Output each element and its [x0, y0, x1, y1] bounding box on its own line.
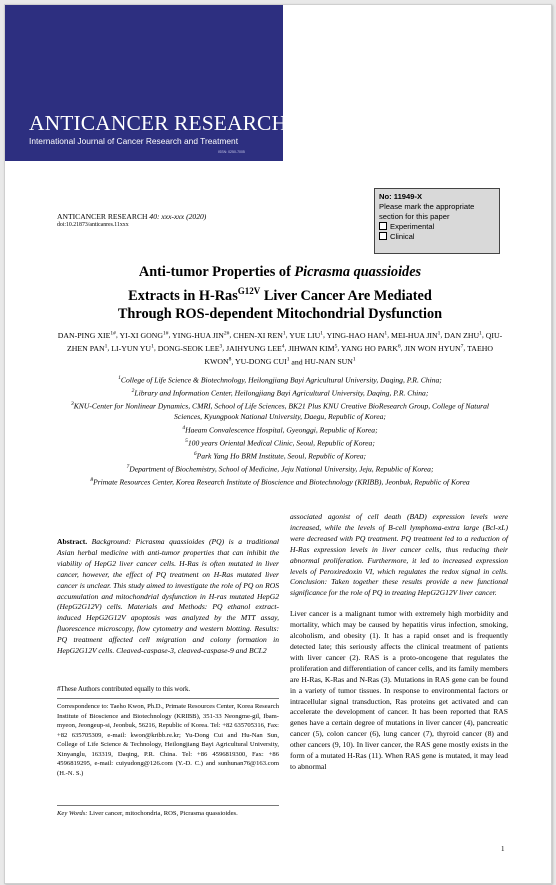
affiliation: [57, 399, 503, 423]
affiliation: [57, 449, 503, 462]
citation-journal: ANTICANCER RESEARCH: [57, 212, 148, 221]
author-name: DAN ZHU: [444, 330, 480, 340]
journal-banner: [5, 5, 288, 161]
right-column: [290, 512, 508, 773]
author: [341, 344, 401, 353]
keywords-label: Key Words:: [57, 810, 88, 817]
checkbox-experimental[interactable]: [379, 222, 387, 230]
keywords: [57, 810, 279, 817]
citation-volume: 40: xxx-xxx (2020): [147, 212, 207, 221]
title-species: Picrasma quassioides: [294, 264, 422, 280]
author-list: DAN-PING $XIE^{1\#}$, YI-XI $GONG^{1\#}$, YING-HUA $JIN^{2\#}$, CHEN-XI REN$^1$, YUE LIU$^1$, YING-HAO HAN$^1$, MEI-HUA JIN$^1$, DAN ZHU$^1$, QIU-ZHEN PAN$^1$, LI-YUN $YU^1$, DONG-SEOK LEE$^3$, JAIHYUNG LEE$^4$, JIHWAN KIM$^5$, YANG HO PARK$^6$, JIN WON HYUN$^7$, TAEHO KWON$^8$, YU-DONG CUI$^1$ and HU-NAN SUN$^1$: [57, 330, 503, 367]
affiliation-sup: 8: [90, 477, 94, 484]
journal-issn: ISSN: 0250-7005: [218, 150, 245, 154]
author-affiliation-sup: 1: [282, 330, 286, 336]
author-affiliation-sup: 1: [286, 356, 290, 363]
abstract-right-text: associated agonist of cell death (BAD) expression levels were increased, while the levels of B-cell lymphoma-extra large (Bcl-xL) were decreased with PQ treatment. PQ treatment led to a reduction of H-Ras expression levels in liver cancer cells, thus reducing their abnormal proliferation. Furthermore, it led to increased expression levels of Peroxiredoxin VI, which regulates the redox signal in cells. Conclusion: Taken together these results provide a new functional significance for the role of PQ in treating HepG2G12V liver cancer.: [290, 512, 508, 598]
author-name: CHEN-XI REN: [233, 330, 283, 340]
author: [226, 344, 284, 353]
author: [58, 331, 116, 340]
affiliation-text: Park Yang Ho BRM Institute, Seoul, Republic of Korea;: [196, 451, 367, 461]
abstract-left-text: Background: Picrasma quassioides (PQ) is a traditional Asian herbal medicine with anti-tumor properties that can inhibit the viability of HepG2 liver cancer cells. H-Ras is often mutated in liver cancer, however, the effect of PQ treatment on H-Ras mutated liver cancer is unclear. This study aimed to investigate the role of PQ on ROS accumulation and mitochondrial dysfunction in H-ras mutated HepG2 (HepG2G12V) cells. Materials and Methods: PQ ethanol extract-induced HepG2G12V apoptosis was analyzed by the MTT assay, fluorescence microscopy, flow cytometry and western blotting. Results: PQ treatment affected cell migration and colony formation in HepG2G12V cells. Cleaved-caspase-3, cleaved-caspase-9 and BCL2: [57, 537, 279, 656]
affiliation-sup: 6: [193, 451, 197, 458]
author-affiliation-sup: 1: [352, 356, 356, 363]
author: [327, 331, 388, 340]
author: [172, 331, 229, 340]
journal-subtitle: International Journal of Cancer Research and Treatment: [29, 136, 239, 146]
author-name: LI-YUN YU: [111, 343, 152, 353]
author: [289, 331, 323, 340]
affiliation: [57, 462, 503, 475]
affiliation: [57, 386, 503, 399]
affiliation-text: 100 years Oriental Medical Clinic, Seoul, Republic of Korea;: [187, 438, 375, 448]
author-affiliation-sup: 4: [281, 343, 285, 350]
option-clinical[interactable]: [379, 232, 495, 242]
author-name: TAEHO KWON: [204, 343, 493, 367]
author-affiliation-sup: 1: [320, 330, 323, 336]
author-name: JIHWAN KIM: [288, 343, 335, 353]
author-name: YANG HO PARK: [340, 343, 398, 353]
author-name: MEI-HUA JIN: [391, 330, 438, 340]
title-line3: Through ROS-dependent Mitochondrial Dysfunction: [117, 305, 443, 322]
author-name: YING-HUA JIN: [172, 330, 224, 340]
author: [111, 344, 154, 353]
author-affiliation-sup: 6: [397, 343, 401, 350]
affiliation-sup: 2: [131, 388, 135, 395]
equal-contribution-note: #These Authors contributed equally to this work.: [57, 686, 191, 693]
manuscript-number: No: 11949-X: [379, 192, 423, 201]
author: [233, 331, 285, 340]
author: [305, 357, 356, 366]
affiliation-sup: 7: [126, 464, 130, 471]
note-instruction: Please mark the appropriate section for this paper: [379, 201, 475, 221]
affiliation: [57, 423, 503, 436]
author-affiliation-sup: 7: [460, 343, 464, 350]
checkbox-clinical[interactable]: [379, 232, 387, 240]
author: [444, 331, 482, 340]
affiliation-text: Haeam Convalescence Hospital, Gyeonggi, Republic of Korea;: [185, 425, 378, 435]
journal-name: ANTICANCER RESEARCH: [29, 111, 288, 135]
affiliation-text: Department of Biochemistry, School of Medicine, Jeju National University, Jeju, Republic of Korea;: [129, 464, 434, 474]
author-affiliation-sup: 1: [437, 330, 441, 336]
author: [235, 357, 290, 366]
abstract-heading: Abstract.: [57, 537, 88, 546]
paper-title: [57, 263, 503, 324]
author-name: YU-DONG CUI: [234, 357, 287, 367]
affiliation-sup: 4: [182, 424, 186, 431]
introduction-text: Liver cancer is a malignant tumor with extremely high morbidity and mortality, which may be caused by hepatitis virus infection, smoking, alcoholism, and obesity (1). It has a rapid onset and is frequently detected late; this seriously affects the clinical treatment of patients with liver cancer (2). RAS is a proto-oncogene that regulates the proliferation and differentiation of cancer cells, and its family members are H-Ras, K-Ras and N-Ras (3). Mutations in RAS gene can be found in a variety of tumor tissues. In response to environmental factors or intracellular signal transduction, Ras proteins get activated and can accelerate the development of cancer. It has been reported that RAS genes have a certain degree of mutations in liver cancer (4), pancreatic cancer (5), colon cancer (6), lung cancer (7), thyroid cancer (8) and other cancers (9, 10). In liver cancer, the RAS gene mostly exists in the form of a mutated H-Ras (11). When RAS gene is mutated, it may lead to abnormal: [290, 609, 508, 771]
affiliation-text: Primate Resources Center, Korea Research Institute of Bioscience and Biotechnology (KRIBB), Jeonbuk, Republic of Korea: [93, 478, 470, 487]
author-name: YING-HAO HAN: [326, 330, 385, 340]
option-clinical-label: Clinical: [390, 231, 415, 241]
page-number: 1: [501, 845, 505, 853]
author-affiliation-sup: 1: [479, 330, 482, 336]
affiliation-text: Library and Information Center, Heilongjiang Bayi Agricultural University, Daqing, P.R. China;: [134, 388, 429, 398]
author-name: DAN-PING XIE: [57, 330, 111, 340]
footnote-rule: [57, 698, 279, 699]
author-affiliation-sup: 5: [334, 343, 338, 350]
author-name: YI-XI GONG: [119, 330, 163, 340]
option-experimental-label: Experimental: [390, 221, 435, 231]
affiliation-list: [57, 373, 503, 489]
author-affiliation-sup: 1: [104, 343, 108, 350]
title-line2-pre: Extracts in H-Ras: [128, 287, 238, 304]
author: [158, 344, 222, 353]
title-line2-sup: G12V: [237, 285, 261, 296]
author-name: HU-NAN SUN: [304, 357, 353, 367]
author-name: DONG-SEOK LEE: [157, 343, 220, 353]
correspondence: Correspondence to: Taeho Kwon, Ph.D., Primate Resources Center, Korea Research Institute of Bioscience and Biotechnology (KRIBB), 351-33 Neongme-gil, Ibam-myeon, Jeongeup-si, Jeonbuk, 56216, Republic of Korea. Tel: +82 635705316, Fax: +82 635705309, e-mail: kwon@kribb.re.kr; Yu-Dong Cui and Hu-Nan Sun, College of Life Science & Technology, Heilongjiang Bayi Agricultural University, Xinyanglu, 163319, Daqing, P.R. China. Tel: +86 4596819300, Fax: +86 4596819295, e-mail: cuiyudong@126.com (Y.-D. C.) and sunhunan76@163.com (H.-N. S.): [57, 703, 279, 777]
author-affiliation-sup: 8: [228, 356, 232, 363]
author: [391, 331, 440, 340]
author: [404, 344, 463, 353]
author: [288, 344, 337, 353]
abstract-left-column: [57, 537, 279, 657]
author-affiliation-sup: 1: [384, 330, 388, 336]
affiliation-sup: 1: [118, 375, 121, 381]
author: [119, 331, 168, 340]
author-affiliation-sup: 1: [151, 343, 154, 350]
title-line1-pre: Anti-tumor Properties of: [138, 264, 295, 280]
citation-line: [57, 212, 206, 221]
paper-page: [4, 4, 552, 884]
section-note-box: [374, 188, 500, 254]
author-affiliation-sup: 1#: [110, 330, 116, 336]
title-line2-post: Liver Cancer Are Mediated: [260, 287, 432, 304]
author-affiliation-sup: 2#: [223, 330, 230, 336]
affiliation-sup: 5: [185, 438, 188, 445]
affiliation: [57, 436, 503, 449]
affiliation: [57, 475, 503, 488]
author-affiliation-sup: 3: [219, 343, 223, 350]
affiliation-text: College of Life Science & Biotechnology, Heilongjiang Bayi Agricultural University, Daqing, P.R. China;: [120, 375, 442, 385]
doi: doi:10.21873/anticanres.11xxx: [57, 222, 129, 228]
keywords-text: Liver cancer, mitochondria, ROS, Picrasma quassioides.: [89, 810, 238, 817]
author-name: JIN WON HYUN: [404, 343, 461, 353]
author-name: QIU-ZHEN PAN: [67, 330, 503, 353]
author-affiliation-sup: 1#: [163, 330, 169, 336]
author-name: YUE LIU: [289, 330, 321, 340]
keywords-rule: [57, 805, 279, 806]
affiliation: [57, 373, 503, 386]
author-name: JAIHYUNG LEE: [226, 343, 282, 353]
affiliation-text: KNU-Center for Nonlinear Dynamics, CMRI, School of Life Sciences, BK21 Plus KNU Creative BioResearch Group, College of Natural Sciences, Kyungpook National University, Daegu, Republic of Korea;: [73, 401, 490, 422]
option-experimental[interactable]: [379, 222, 495, 232]
affiliation-sup: 3: [70, 401, 74, 408]
